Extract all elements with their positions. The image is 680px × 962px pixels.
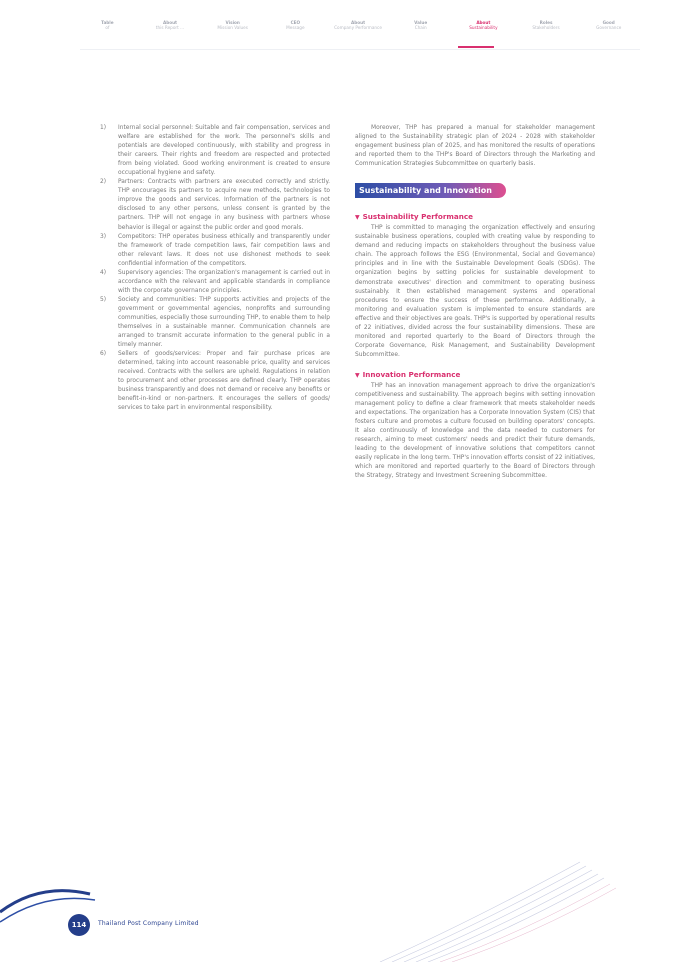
left-column: [100, 124, 330, 414]
nav-tab-subtitle: Message: [286, 25, 305, 30]
nav-tab-title: Vision: [225, 20, 240, 25]
list-marker: 5): [100, 296, 107, 303]
nav-divider: [80, 49, 640, 50]
stakeholder-list-item: [100, 124, 330, 178]
nav-tab[interactable]: [517, 20, 576, 50]
stakeholder-list-item: [100, 296, 330, 350]
list-item-text: Internal social personnel: Suitable and fair compensation, services and welfare are established for the work. The personnel's skills and potentials are developed continuously, with stability and progress in their careers. Their rights and freedom are respected and protected from being violated. Good working environment is created to ensure occupational hygiene and safety.: [118, 125, 330, 177]
list-item-text: Society and communities: THP supports activities and projects of the government or governmental agencies, nonprofits and surrounding communities, especially those surrounding THP, to enable them to help themselves in a sustainable manner. Communication channels are arranged to transmit accurate information to the general public in a timely manner.: [118, 296, 330, 349]
page-number-badge: 114: [68, 914, 90, 936]
list-marker: 6): [100, 351, 107, 358]
sustainability-body: THP is committed to managing the organization effectively and ensuring sustainable business operations, coupled with creating value by responding to demand and reducing impacts on stakeholders throughout the business value chain. The approach follows the ESG (Environmental, Social and Governance) principles and in line with the Sustainable Development Goals (SDGs). The organization begins by setting policies for sustainable development to demonstrate executives' direction and commitment to operating business sustainably. It then established management systems and operational procedures to ensure the success of these performance. Additionally, a monitoring and evaluation system is implemented to ensure standards are effective and their objectives are goals. THP's is supported by operational results of 22 initiatives, divided across the four sustainability dimensions. These are monitored and reported quarterly to the Board of Directors through the Corporate Governance, Risk Management, and Sustainability Development Subcommittee.: [355, 225, 595, 358]
nav-tab-title: Roles: [539, 20, 553, 25]
list-item-text: Competitors: THP operates business ethically and transparently under the framework of trade competition laws, fair competition laws and other relevant laws. It does not use dishonest methods to seek confidential information of the competitors.: [118, 233, 330, 267]
nav-tab-subtitle: Mission Values: [217, 25, 248, 30]
right-column: [355, 124, 595, 491]
nav-tab-subtitle: of: [105, 25, 110, 30]
nav-tab-title: About: [476, 20, 491, 25]
list-item-text: Partners: Contracts with partners are executed correctly and strictly. THP encourages its partners to acquire new methods, technologies to improve the goods and services. Information of the partners is not disclosed to any other persons, unless consent is granted by the partners. THP will not engage in any business with partners whose behavior is illegal or against the public order and good morals.: [118, 179, 330, 231]
nav-tab[interactable]: [203, 20, 262, 50]
stakeholder-list-item: [100, 233, 330, 269]
nav-tab[interactable]: [391, 20, 450, 50]
list-marker: 4): [100, 269, 107, 276]
nav-tab[interactable]: [579, 20, 638, 50]
list-item-text: Supervisory agencies: The organization's management is carried out in accordance with the relevant and applicable standards in compliance with the corporate governance principles.: [118, 269, 330, 294]
sustainability-heading-text: Sustainability Performance: [362, 212, 473, 222]
list-marker: 1): [100, 125, 107, 131]
nav-tab-title: About: [162, 20, 178, 25]
section-sustainability: [355, 212, 595, 360]
nav-tab-subtitle: Governance: [596, 25, 622, 30]
stakeholder-list-item: [100, 350, 330, 413]
nav-tab-title: Table: [101, 20, 114, 25]
nav-tab-title: CEO: [290, 20, 301, 25]
nav-tab-subtitle: Stakeholders: [532, 25, 560, 30]
stakeholder-list-item: [100, 269, 330, 296]
nav-tab-subtitle: Sustainability: [469, 25, 498, 30]
nav-tab-title: About: [350, 20, 366, 25]
list-marker: 2): [100, 179, 107, 186]
section-banner: Sustainability and Innovation: [355, 183, 506, 198]
innovation-heading: [355, 370, 595, 381]
nav-tab-subtitle: this Report ...: [155, 25, 185, 30]
innovation-body: THP has an innovation management approach to drive the organization's competitiveness and sustainability. The approach begins with setting innovation management policy to define a clear framework that meets stakeholder needs and expectations. The organization has a Corporate Innovation System (CIS) that fosters culture and promotes a culture focused on building operators' concepts. It also continuously of knowledge and the data needed to customers for research, aiming to meet customers' needs and predict their future demands, leading to the development of innovative solutions that competitors cannot easily replicate in the long term. THP's innovation efforts consist of 22 initiatives, which are monitored and reported quarterly to the Board of Directors through the Strategy, Strategy and Investment Screening Subcommittee.: [355, 382, 595, 480]
list-marker: 3): [100, 233, 107, 240]
nav-tab-title: Value: [414, 20, 428, 25]
right-intro-paragraph: Moreover, THP has prepared a manual for stakeholder management aligned to the Sustainability strategic plan of 2024 - 2028 with stakeholder engagement business plan of 2025, and has monitored the results of operations and reported them to the THP's Board of Directors through the Marketing and Communication Strategies Subcommittee on quarterly basis.: [355, 125, 595, 168]
nav-tab[interactable]: [141, 20, 200, 50]
company-name: Thailand Post Company Limited: [98, 920, 199, 927]
nav-tab-subtitle: Chain: [414, 25, 427, 30]
innovation-heading-text: Innovation Performance: [362, 369, 461, 379]
triangle-bullet-icon: ▼: [355, 371, 360, 379]
section-innovation: [355, 370, 595, 482]
sustainability-heading: [355, 212, 595, 223]
nav-tab-subtitle: Company Performance: [334, 25, 382, 30]
nav-tab[interactable]: [78, 20, 137, 50]
nav-tab-title: Good: [602, 20, 615, 25]
active-tab-underline: [458, 46, 494, 48]
stakeholder-list-item: [100, 178, 330, 232]
triangle-bullet-icon: ▼: [355, 214, 360, 222]
footer-swoosh-graphic: [0, 842, 680, 962]
list-item-text: Sellers of goods/services: Proper and fair purchase prices are determined, taking into account reasonable price, quality and services received. Contracts with the sellers are upheld. Regulations in relation to procurement and other processes are defined clearly. THP operates business transparently and does not demand or receive any benefits or benefit-in-kind or non-partners. It encourages the sellers of goods/ services to take part in environmental responsibility.: [118, 351, 330, 412]
nav-tab[interactable]: [329, 20, 388, 50]
top-navigation: [78, 20, 638, 50]
nav-tab[interactable]: [266, 20, 325, 50]
